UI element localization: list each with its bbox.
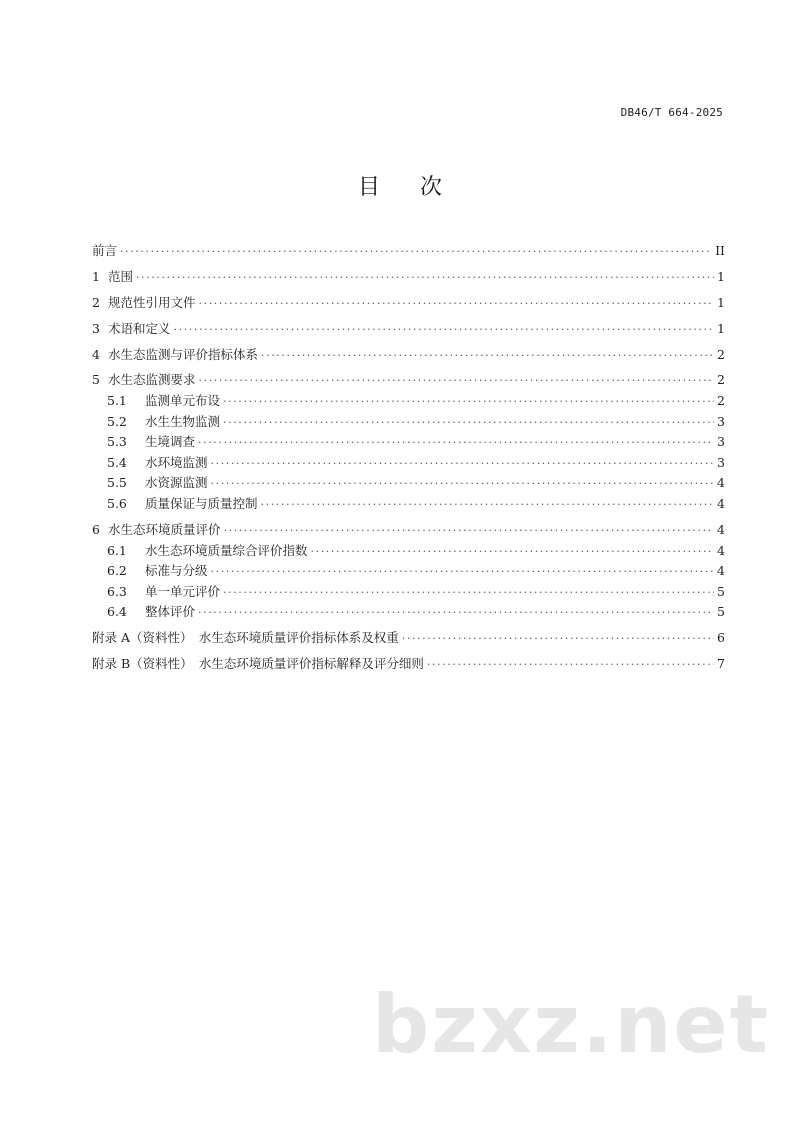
toc-entry-page: 3 — [717, 454, 725, 470]
toc-entry[interactable] — [92, 412, 725, 433]
toc-entry[interactable] — [92, 582, 725, 603]
toc-dot-leader — [223, 583, 714, 604]
toc-entry-page: 2 — [717, 346, 725, 362]
toc-entry-page: 2 — [717, 393, 725, 409]
toc-dot-leader — [211, 562, 714, 583]
toc-entry-label: 质量保证与质量控制 — [145, 496, 258, 512]
watermark: bzxz.net — [372, 978, 770, 1071]
toc-dot-leader — [224, 521, 714, 542]
toc-entry-label: 水生态监测与评价指标体系 — [108, 346, 259, 362]
toc-entry[interactable] — [92, 267, 725, 288]
toc-entry-number: 5 — [92, 372, 100, 388]
toc-entry[interactable] — [92, 319, 725, 340]
page-title: 目次 — [357, 175, 482, 200]
toc-dot-leader — [174, 320, 714, 341]
toc-entry-number: 5.4 — [107, 454, 127, 470]
toc-entry-number: 6.3 — [107, 583, 127, 599]
toc-entry-label: 水资源监测 — [145, 475, 208, 491]
toc-dot-leader — [198, 433, 714, 454]
toc-dot-leader — [199, 371, 714, 392]
toc-dot-leader — [261, 495, 714, 516]
toc-dot-leader — [211, 474, 714, 495]
toc-entry[interactable] — [92, 241, 725, 262]
toc-entry-number: 6.2 — [107, 563, 127, 579]
toc-entry-label: 水生态环境质量综合评价指数 — [145, 542, 308, 558]
toc-entry-number: 2 — [92, 294, 100, 310]
toc-entry-number: 5.6 — [107, 496, 127, 512]
toc-entry-label: 监测单元布设 — [145, 393, 221, 409]
toc-entry[interactable] — [92, 628, 725, 649]
toc-entry-label: 术语和定义 — [108, 320, 171, 336]
toc-entry-label: 范围 — [108, 268, 134, 284]
toc-entry-page: II — [715, 243, 725, 258]
toc-entry[interactable] — [92, 520, 725, 541]
table-of-contents — [92, 241, 725, 675]
toc-entry-label: 前言 — [92, 243, 118, 258]
toc-entry-number: 5.1 — [107, 393, 127, 409]
toc-entry-page: 4 — [717, 496, 725, 512]
document-code: DB46/T 664-2025 — [620, 106, 723, 119]
toc-entry-label: 标准与分级 — [145, 563, 208, 579]
toc-entry[interactable] — [92, 432, 725, 453]
toc-dot-leader — [120, 242, 712, 263]
toc-entry-label: 水生态环境质量评价 — [108, 521, 221, 537]
toc-entry[interactable] — [92, 602, 725, 623]
toc-entry-label: 生境调查 — [145, 434, 196, 450]
toc-entry-label: 整体评价 — [145, 604, 196, 620]
toc-entry-number: 1 — [92, 268, 100, 284]
toc-entry-number: 6.4 — [107, 604, 127, 620]
toc-entry[interactable] — [92, 541, 725, 562]
toc-entry-label: 附录 A（资料性） 水生态环境质量评价指标体系及权重 — [92, 630, 399, 646]
toc-entry-number: 4 — [92, 346, 100, 362]
toc-dot-leader — [211, 454, 714, 475]
toc-entry-page: 2 — [717, 372, 725, 388]
toc-entry-label: 规范性引用文件 — [108, 294, 196, 310]
toc-entry[interactable] — [92, 473, 725, 494]
toc-entry[interactable] — [92, 561, 725, 582]
toc-dot-leader — [223, 413, 714, 434]
toc-dot-leader — [199, 294, 714, 315]
toc-entry-label: 单一单元评价 — [145, 583, 221, 599]
toc-entry[interactable] — [92, 654, 725, 675]
toc-entry-page: 6 — [717, 630, 725, 646]
toc-entry[interactable] — [92, 370, 725, 391]
toc-entry-page: 7 — [717, 656, 725, 672]
toc-dot-leader — [136, 268, 714, 289]
toc-entry-page: 4 — [717, 521, 725, 537]
toc-entry-page: 3 — [717, 413, 725, 429]
toc-dot-leader — [311, 542, 714, 563]
toc-dot-leader — [223, 392, 714, 413]
toc-entry-number: 5.3 — [107, 434, 127, 450]
toc-entry-label: 水生态监测要求 — [108, 372, 196, 388]
toc-entry-number: 6.1 — [107, 542, 127, 558]
toc-entry[interactable] — [92, 453, 725, 474]
toc-entry-page: 4 — [717, 563, 725, 579]
toc-entry-number: 5.2 — [107, 413, 127, 429]
toc-dot-leader — [402, 629, 714, 650]
toc-entry[interactable] — [92, 345, 725, 366]
toc-dot-leader — [198, 603, 714, 624]
toc-entry-page: 1 — [717, 268, 725, 284]
toc-entry-page: 4 — [717, 542, 725, 558]
toc-dot-leader — [261, 346, 714, 367]
toc-entry-page: 5 — [717, 604, 725, 620]
toc-entry-label: 水环境监测 — [145, 454, 208, 470]
toc-entry[interactable] — [92, 391, 725, 412]
toc-entry-page: 1 — [717, 320, 725, 336]
toc-entry[interactable] — [92, 293, 725, 314]
toc-entry-number: 6 — [92, 521, 100, 537]
toc-entry-label: 水生生物监测 — [145, 413, 221, 429]
toc-entry-page: 1 — [717, 294, 725, 310]
toc-entry-number: 3 — [92, 320, 100, 336]
toc-entry-page: 3 — [717, 434, 725, 450]
toc-dot-leader — [427, 655, 714, 676]
toc-entry-page: 4 — [717, 475, 725, 491]
toc-entry-number: 5.5 — [107, 475, 127, 491]
toc-entry-page: 5 — [717, 583, 725, 599]
toc-entry[interactable] — [92, 494, 725, 515]
toc-entry-label: 附录 B（资料性） 水生态环境质量评价指标解释及评分细则 — [92, 656, 424, 672]
